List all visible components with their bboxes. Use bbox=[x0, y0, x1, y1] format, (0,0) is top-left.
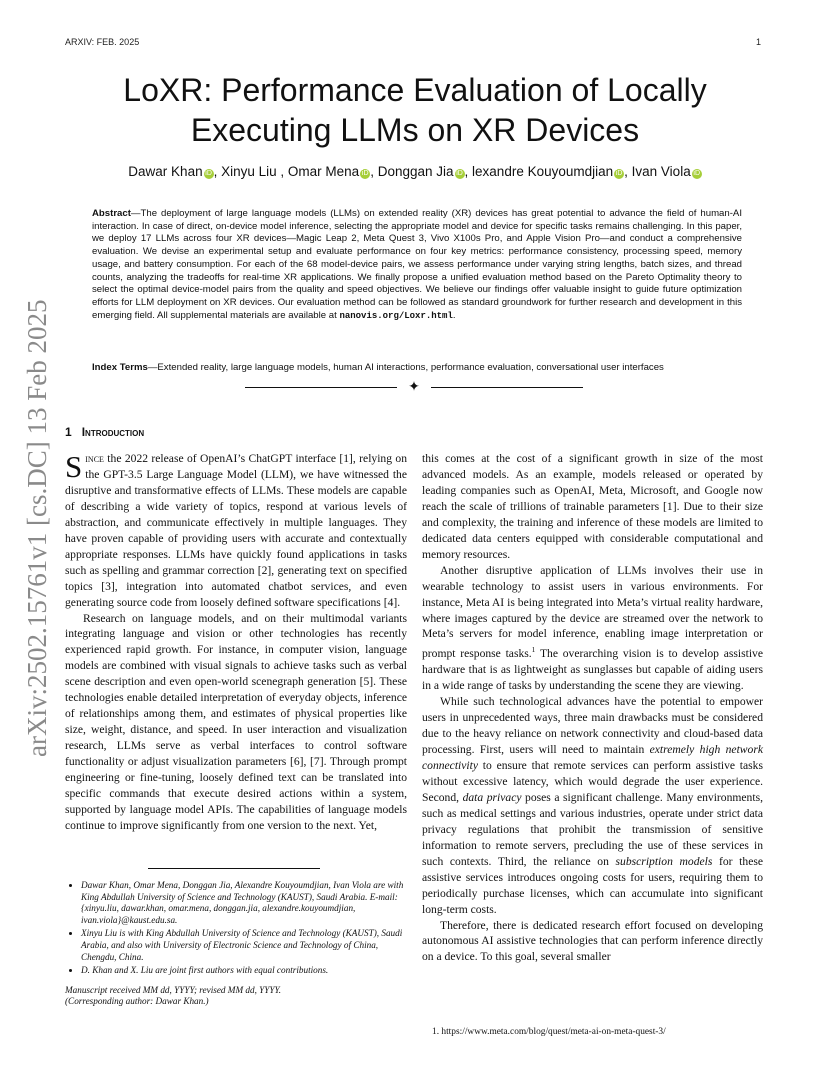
author-name: Omar Mena bbox=[287, 164, 360, 179]
paragraph: this comes at the cost of a significant growth in size of the most advanced models. As an example, models released or operated by leading companies such as OpenAI, Meta, Microsoft, and Google now reach the scale of trillions of trainable parameters [1]. Due to their size and complexity, the training and inference of these models are limited to dedicated data centers equipped with considerable computational and memory resources. bbox=[422, 452, 763, 561]
footnote-item: • D. Khan and X. Liu are joint first authors with equal contributions. bbox=[81, 965, 407, 977]
orcid-icon[interactable]: iD bbox=[615, 170, 623, 177]
smallcaps-lead: ince bbox=[85, 452, 104, 465]
right-column bbox=[422, 451, 763, 965]
manuscript-note bbox=[65, 985, 407, 1008]
emphasis: extremely high network connectivity bbox=[422, 743, 763, 772]
paragraph bbox=[422, 563, 763, 694]
paragraph-text: Another disruptive application of LLMs involves their use in wearable technology to assist users in various environments. For instance, Meta AI is being integrated into Meta’s virtual reality hardware, where images captured by the device are streamed over the network to Meta’s servers for model inference, enabling image interpretation or prompt response tasks. bbox=[422, 563, 763, 661]
author-name: lexandre Kouyoumdjian bbox=[472, 164, 614, 179]
footnote-rule bbox=[148, 868, 320, 869]
index-terms-text: —Extended reality, large language models, human AI interactions, performance evaluation, conversational user interfaces bbox=[147, 362, 664, 373]
author-separator: , bbox=[213, 164, 222, 179]
author-name: Donggan Jia bbox=[377, 164, 454, 179]
emphasis: data privacy bbox=[462, 790, 522, 804]
index-terms bbox=[92, 362, 742, 375]
paragraph: Research on language models, and on their multimodal variants integrating language and vision or other technologies has recently experienced rapid growth. For instance, in computer vision, language models are combined with visual signals to achieve tasks such as verbal scene description and even open-world scenegraph generation [5]. These technologies enable detailed interpretation of everyday objects, inference of relationships among them, and estimates of physical properties like size, weight, distance, and speed. In user interaction and visualization research, LLMs serve as verbal interfaces to control software functionality or adjust visualization parameters [6], [7]. Through prompt engineering or fine-tuning, loosely defined text can be translated into specific commands that execute desired actions within a system, supported by language model APIs. The capabilities of language models continue to improve significantly from one version to the next. Yet, bbox=[65, 611, 407, 832]
author-name: Ivan Viola bbox=[631, 164, 691, 179]
index-terms-label: Index Terms bbox=[92, 362, 148, 373]
paper-title bbox=[60, 70, 770, 150]
author-separator: , bbox=[624, 164, 632, 179]
section-number: 1 bbox=[65, 425, 72, 439]
paragraph bbox=[65, 451, 407, 611]
supplemental-link[interactable]: nanovis.org/Loxr.html bbox=[339, 310, 453, 321]
abstract-text: —The deployment of large language models (LLMs) on extended reality (XR) devices has great potential to advance the field of human-AI interaction. In case of direct, on-device model inference, selecting the appropriate model and device for specific tasks remains challenging. In this paper, we deploy 17 LLMs across four XR devices—Magic Leap 2, Meta Quest 3, Vivo X100s Pro, and Apple Vision Pro—and conduct a comprehensive evaluation. We devise an experimental setup and evaluate performance on four key metrics: performance consistency, processing speed, memory usage, and battery consumption. For each of the 68 model-device pairs, we assess performance under varying string lengths, batch sizes, and thread counts, analyzing the tradeoffs for real-time XR applications. We finally propose a unified evaluation method based on the Pareto Optimality theory to select the optimal device-model pairs from the quality and speed objectives. We believe our findings offer valuable insight to guide future optimization efforts for LLM deployment on XR devices. Our evaluation method can be followed as standard groundwork for further research and development in this emerging field. All supplemental materials are available at bbox=[92, 208, 742, 321]
author-separator: , bbox=[464, 164, 473, 179]
footnote-mark[interactable]: 1 bbox=[531, 645, 536, 655]
paragraph-text: to ensure that remote services can perform assistive tasks without excessive latency, which would degrade the user experience. Second, bbox=[422, 758, 763, 804]
divider-diamond-icon: ✦ bbox=[408, 379, 420, 395]
manuscript-received: Manuscript received MM dd, YYYY; revised MM dd, YYYY. bbox=[65, 984, 282, 995]
paragraph bbox=[422, 694, 763, 917]
orcid-icon[interactable]: iD bbox=[693, 170, 701, 177]
author-list bbox=[60, 164, 770, 179]
title-line-1: LoXR: Performance Evaluation of Locally bbox=[123, 72, 707, 108]
author-separator: , bbox=[276, 164, 288, 179]
abstract bbox=[92, 208, 742, 322]
orcid-icon[interactable]: iD bbox=[205, 170, 212, 177]
abstract-end: . bbox=[452, 309, 456, 321]
author-name: Xinyu Liu bbox=[221, 164, 277, 179]
divider-line bbox=[431, 387, 583, 388]
author-name: Dawar Khan bbox=[128, 164, 203, 179]
paragraph-text: While such technological advances have the potential to empower users in unprecedented ways, three main drawbacks must be considered due to the heavy reliance on network connectivity and cloud-based data processing. First, users will need to maintain bbox=[422, 695, 763, 757]
running-header: ARXIV: FEB. 2025 bbox=[65, 37, 140, 47]
section-heading bbox=[65, 425, 144, 439]
arxiv-identifier-stamp: arXiv:2502.15761v1 [cs.DC] 13 Feb 2025 bbox=[22, 299, 52, 757]
paragraph: Therefore, there is dedicated research effort focused on developing autonomous AI assistive technologies that can perform inference directly on a device. To this goal, several smaller bbox=[422, 918, 763, 964]
abstract-label: Abstract bbox=[92, 208, 131, 219]
dropcap: S bbox=[65, 449, 83, 484]
orcid-icon[interactable]: iD bbox=[456, 170, 463, 177]
paragraph-text: for these assistive services introduces ongoing costs for users, requiring them to periodically purchase licenses, which can accumulate into significant long-term costs. bbox=[422, 854, 764, 916]
affiliation-footnotes bbox=[65, 880, 407, 1008]
title-line-2: Executing LLMs on XR Devices bbox=[190, 112, 640, 148]
footnote-item: • Xinyu Liu is with King Abdullah University of Science and Technology (KAUST), Saudi Arabia, and also with University of Electronic Science and Technology of China, Chengdu, China. bbox=[81, 928, 407, 963]
footnote-item: • Dawar Khan, Omar Mena, Donggan Jia, Alexandre Kouyoumdjian, Ivan Viola are with King Abdullah University of Science and Technology (KAUST), Saudi Arabia. E-mail: {xinyu.liu, dawar.khan, omar.mena, donggan.jia, alexandre.kouyoumdjian, ivan.viola}@kaust.edu.sa. bbox=[81, 880, 407, 926]
page-number: 1 bbox=[756, 37, 762, 47]
left-column bbox=[65, 451, 407, 834]
author-separator: , bbox=[370, 164, 378, 179]
paragraph-text: the 2022 release of OpenAI’s ChatGPT interface [1], relying on the GPT-3.5 Large Language Model (LLM), we have witnessed the disruptive and transformative effects of LLMs. These models are capable of describing a wide variety of topics, respond at various levels of abstraction, and communicate effectively in multiple languages. They have proven capable of providing users with accurate and contextually appropriate responses. LLMs have quickly found applications in tasks such as spelling and grammar correction [2], generating text on specified topics [3], integration into automated chatbot services, and even generating source code from loosely defined software specifications [4]. bbox=[65, 452, 407, 609]
corresponding-author: (Corresponding author: Dawar Khan.) bbox=[65, 996, 209, 1007]
divider-line bbox=[245, 387, 397, 388]
paragraph-text: The overarching vision is to develop assistive hardware that is as lightweight as sunglasses but capable of aiding users in a wide range of tasks by understanding the scene they are viewing. bbox=[422, 647, 763, 693]
paragraph-text: poses a significant challenge. Many environments, such as medical settings and various industries, operate under strict data privacy regulations that prohibit the transmission of sensitive information to remote servers, precluding the use of these services in such contexts. Third, the reliance on bbox=[422, 790, 763, 868]
emphasis: subscription models bbox=[615, 854, 713, 868]
orcid-icon[interactable]: iD bbox=[361, 170, 369, 177]
section-title: Introduction bbox=[81, 425, 145, 439]
url-footnote[interactable]: 1. https://www.meta.com/blog/quest/meta-ai-on-meta-quest-3/ bbox=[432, 1027, 666, 1037]
